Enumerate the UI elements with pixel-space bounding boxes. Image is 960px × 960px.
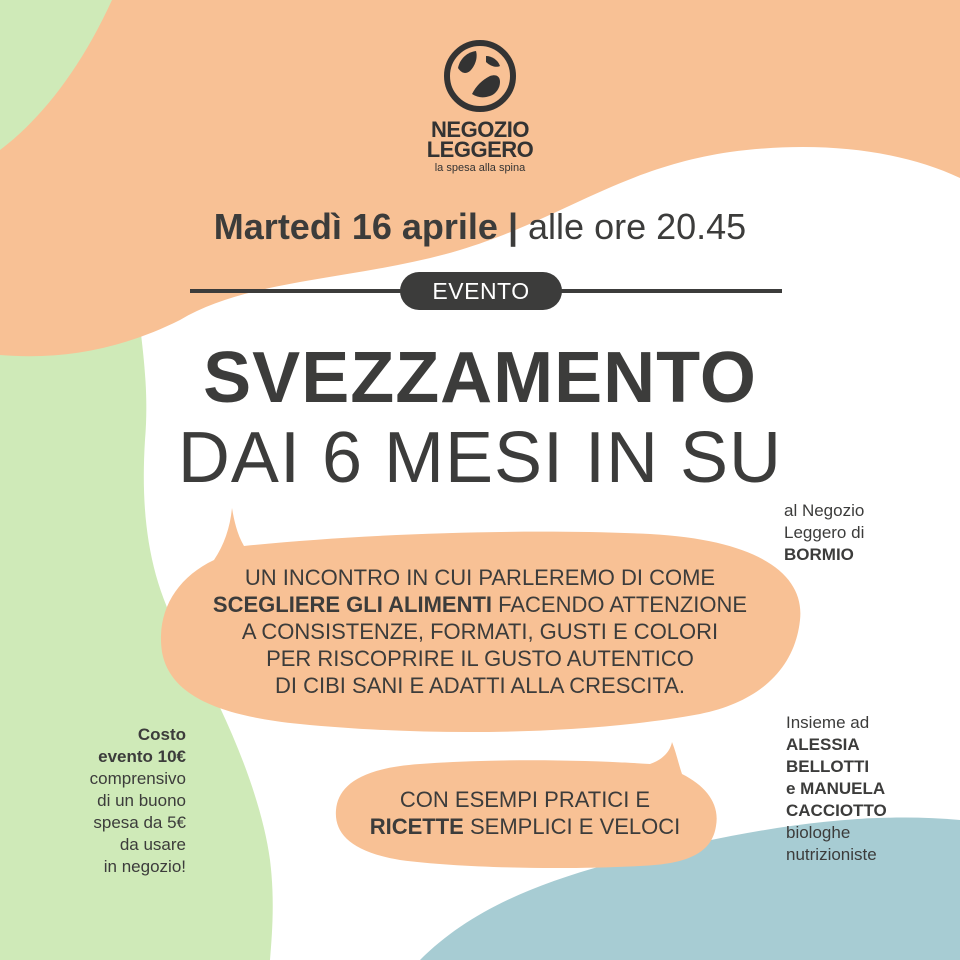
cost-line-1: Costo <box>137 725 186 744</box>
description-line-5: DI CIBI SANI E ADATTI ALLA CRESCITA. <box>275 673 685 698</box>
speakers-role-1: biologhe <box>786 823 851 842</box>
extras-highlight: RICETTE <box>369 814 464 839</box>
logo <box>410 38 550 174</box>
cost-line-3: comprensivo <box>89 769 186 788</box>
hand-globe-logo-icon <box>442 38 518 114</box>
event-badge: EVENTO <box>400 272 562 310</box>
description-line-4: PER RISCOPRIRE IL GUSTO AUTENTICO <box>266 646 694 671</box>
event-time: alle ore 20.45 <box>528 206 747 247</box>
extras-line-2-rest: SEMPLICI E VELOCI <box>463 814 681 839</box>
title-line-1: SVEZZAMENTO <box>203 338 757 418</box>
description-highlight: SCEGLIERE GLI ALIMENTI <box>212 592 493 617</box>
description-line-1: UN INCONTRO IN CUI PARLEREMO DI COME <box>244 565 716 590</box>
logo-name-line-1: NEGOZIO <box>431 117 529 142</box>
event-description <box>165 564 795 699</box>
speaker-2-first: e MANUELA <box>786 779 886 798</box>
cost-line-6: da usare <box>119 835 186 854</box>
event-day: Martedì 16 aprile <box>213 206 498 247</box>
event-location <box>784 500 934 566</box>
speakers-role-2: nutrizioniste <box>786 845 877 864</box>
speakers <box>786 712 946 866</box>
location-city: BORMIO <box>784 545 854 564</box>
extras-line-1: CON ESEMPI PRATICI E <box>399 787 651 812</box>
title-line-2: DAI 6 MESI IN SU <box>177 418 783 498</box>
logo-tagline: la spesa alla spina <box>434 162 526 174</box>
location-line-1: al Negozio <box>784 501 865 520</box>
divider-left <box>190 289 402 293</box>
divider-right <box>560 289 782 293</box>
speaker-2-last: CACCIOTTO <box>786 801 887 820</box>
date-separator: | <box>507 206 519 247</box>
cost-line-7: in negozio! <box>103 857 186 876</box>
description-line-2-rest: FACENDO ATTENZIONE <box>492 592 748 617</box>
cost-line-5: spesa da 5€ <box>93 813 186 832</box>
event-cost <box>40 724 186 878</box>
logo-name-line-2: LEGGERO <box>426 137 534 162</box>
description-line-2 <box>165 591 795 618</box>
event-date <box>0 206 960 248</box>
speakers-intro: Insieme ad <box>786 713 870 732</box>
speaker-1-last: BELLOTTI <box>786 757 870 776</box>
cost-line-4: di un buono <box>97 791 186 810</box>
cost-line-2: evento 10€ <box>98 747 186 766</box>
event-extras <box>340 786 710 840</box>
description-line-3: A CONSISTENZE, FORMATI, GUSTI E COLORI <box>241 619 719 644</box>
extras-line-2 <box>340 813 710 840</box>
location-line-2: Leggero di <box>784 523 865 542</box>
logo-name <box>410 117 550 162</box>
speaker-1-first: ALESSIA <box>786 735 860 754</box>
